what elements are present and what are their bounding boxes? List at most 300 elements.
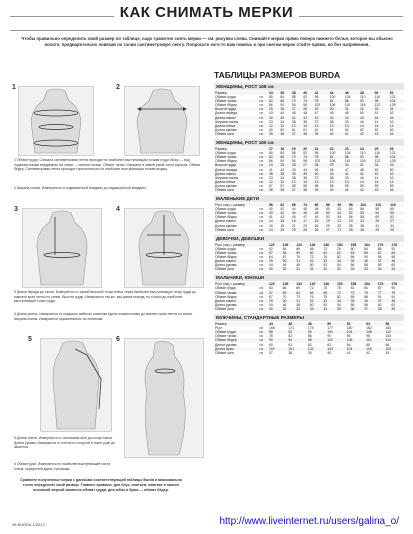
value-cell: 110 [360,151,366,156]
value-cell: 92 [359,155,374,159]
value-cell: 49 [374,167,379,172]
section-title: МАЛЕНЬКИЕ ДЕТИ [214,195,404,202]
value-cell: 13 [302,180,313,184]
value-cell: 104 [385,334,392,339]
value-cell: 86 [344,155,359,159]
mannequin-front-illustration [19,87,93,155]
size-header-cell: 23 [344,147,359,151]
value-cell: 25 [291,228,302,232]
unit-cell: см [258,251,268,255]
row-label: Обхват талии [214,211,258,215]
row-label: Рост [215,326,223,331]
value-cell: 12 [268,180,279,184]
value-cell: 28 [302,107,313,111]
mannequin-back-length-illustration [125,209,203,287]
value-cell: 79 [390,291,404,295]
unit-cell: см [259,111,264,116]
value-cell: 92 [359,99,374,103]
value-cell: 32 [337,223,342,228]
value-cell: 41 [375,223,380,228]
value-cell: 24 [268,163,279,167]
value-cell: 60 [391,263,396,268]
size-header-cell: 158 [350,282,364,286]
value-cell: 57 [268,251,282,255]
value-cell: 54 [348,207,353,212]
unit-cell: см [259,95,264,100]
value-cell: 59 [389,183,394,188]
unit-cell: см [259,334,264,339]
value-cell: 29 [389,228,404,232]
value-cell: 39 [314,132,329,136]
value-cell: 38 [302,188,313,192]
value-cell: 14 [389,124,404,128]
figure-6-number: 6 [116,336,120,343]
value-cell: 61 [291,127,296,132]
value-cell: 47 [314,111,319,116]
value-cell: 12 [268,124,279,128]
value-cell: 30 [268,307,282,311]
value-cell: 88 [291,95,296,100]
value-cell: 31 [282,307,296,311]
value-cell: 110 [344,103,351,108]
value-cell: 35 [268,132,279,136]
value-cell: 52 [323,263,328,268]
value-cell: 94 [346,334,351,339]
row-label: Обхват шеи [214,132,258,136]
section-title: ЖЕНЩИНЫ, РОСТ 168 см [214,83,404,90]
value-cell: 61 [322,251,336,255]
value-cell: 13 [314,124,329,128]
value-cell: 92 [303,95,307,100]
value-cell: 67 [282,255,287,259]
value-cell: 62 [307,342,312,347]
value-cell: 90 [391,286,396,291]
figure-1 [18,86,94,156]
value-cell: 100 [326,330,345,334]
value-cell: 44 [389,188,404,192]
value-cell: 63 [295,291,309,295]
value-cell: 48 [296,302,300,307]
value-cell: 98 [374,155,389,159]
value-cell: 128 [389,103,396,108]
value-cell: 41 [269,167,273,172]
size-header-cell: 62 [279,203,290,207]
value-cell: 33 [363,267,377,271]
value-cell: 36 [350,307,364,311]
size-header-cell: 128 [282,243,296,247]
row-label: Обхват бёдер [215,159,237,164]
size-header-cell: 158 [350,243,364,247]
size-header-cell: 110 [374,203,389,207]
value-cell: 58 [375,207,380,212]
unit-cell: см [258,307,268,311]
value-cell: 14 [359,124,374,128]
value-cell: 66 [296,246,300,251]
value-cell: 74 [302,99,313,103]
value-cell: 168 [269,326,275,331]
section-title: МАЛЬЧИКИ, ЮНОШИ [214,274,404,281]
row-label: Обхват груди [215,151,236,156]
size-header-cell: 25 [374,147,389,151]
value-cell: 25 [279,228,290,232]
value-cell: 110 [344,159,351,164]
value-cell: 61 [329,127,334,132]
value-cell: 60 [309,251,323,255]
section-title: ЖЕНЩИНЫ, РОСТ 160 см [214,139,404,146]
value-cell: 50 [309,302,314,307]
value-cell: 36 [303,175,307,180]
value-cell: 122 [374,159,381,164]
value-cell: 39 [344,175,349,180]
value-cell: 43 [291,167,296,172]
size-header-cell: 104 [359,203,374,207]
value-cell: 23 [348,219,359,223]
value-cell: 98 [307,338,326,342]
value-cell: 42 [314,116,329,120]
value-cell: 38 [377,307,391,311]
value-cell: 64 [282,246,287,251]
unit-cell: см [258,211,268,215]
value-cell: 114 [385,338,404,342]
value-cell: 43 [269,111,273,116]
value-cell: 62 [360,127,364,132]
value-cell: 32 [295,307,309,311]
value-cell: 92 [287,330,306,334]
size-header-cell: 44 [268,322,287,326]
value-cell: 32 [309,299,323,303]
value-cell: 30 [329,107,344,111]
value-cell: 90 [280,103,285,108]
value-cell: 45 [291,215,296,220]
row-label: Высота груди [214,163,258,167]
value-cell: 72 [323,246,328,251]
value-cell: 78 [314,99,329,103]
value-cell: 94 [391,294,396,299]
value-cell: 80 [269,151,273,156]
value-cell: 81 [350,286,355,291]
size-header-cell: 19 [291,147,302,151]
figure-2 [124,86,200,156]
table-row [214,351,404,355]
unit-cell: см [258,219,268,223]
value-cell: 13 [314,180,329,184]
value-cell: 40 [314,172,329,176]
row-label: Обхват шеи [214,307,258,311]
value-cell: 40 [329,132,344,136]
value-cell: 48 [314,211,325,215]
size-header-cell: 36 [279,91,290,95]
value-cell: 13 [329,124,344,128]
row-label: Обхват шеи [215,350,234,355]
size-header-cell: 122 [268,282,282,286]
unit-cell: см [259,326,264,331]
value-cell: 58 [329,183,334,188]
value-cell: 12 [291,180,302,184]
value-cell: 39 [302,172,313,176]
value-cell: 54 [336,263,341,268]
row-label: Обхват бёдер [214,338,258,342]
value-cell: 43 [385,350,390,355]
value-cell: 88 [268,330,287,334]
value-cell: 34 [377,267,391,271]
value-cell: 52 [389,111,394,116]
header-label: Размер [214,91,268,95]
value-cell: 78 [336,286,341,291]
value-cell: 54 [337,215,342,220]
unit-cell: см [259,159,264,164]
value-cell: 43 [344,116,359,120]
size-header-cell: 52 [389,91,404,95]
value-cell: 64 [269,255,273,259]
value-cell: 37 [291,132,302,136]
header-label: Рост (см) = размер [214,243,268,247]
value-cell: 62 [390,215,394,220]
unit-cell: см [259,127,264,132]
value-cell: 38 [329,175,334,180]
value-cell: 96 [314,95,319,100]
value-cell: 38 [268,172,279,176]
value-cell: 38 [302,132,313,136]
size-header-cell: 24 [359,147,374,151]
row-label: Длина плеча [214,124,258,128]
value-cell: 41 [346,350,351,355]
row-label: Обхват груди [215,95,236,100]
value-cell: 21 [291,223,296,228]
value-cell: 102 [314,103,321,108]
value-cell: 106 [329,103,336,108]
value-cell: 98 [303,159,307,164]
value-cell: 39 [291,172,302,176]
figure-4 [124,208,204,288]
value-cell: 66 [282,286,287,291]
watermark-url[interactable]: http://www.liveinternet.ru/users/galina_o/ [219,516,399,527]
size-header-cell: 22 [329,147,344,151]
value-cell: 86 [269,159,273,164]
value-cell: 102 [326,338,345,342]
value-cell: 77 [377,291,391,295]
value-cell: 57 [269,183,273,188]
value-cell: 41 [302,116,313,120]
value-cell: 27 [291,107,302,111]
value-cell: 60 [390,207,394,212]
value-cell: 24 [268,228,279,232]
value-cell: 58 [364,302,368,307]
size-header-cell: 68 [291,203,302,207]
value-cell: 18 [280,223,285,228]
value-cell: 29 [268,299,282,303]
unit-cell: см [258,267,268,271]
value-cell: 58 [291,183,296,188]
value-cell: 82 [336,255,341,259]
value-cell: 177 [327,326,333,331]
size-header-cell: 128 [282,282,296,286]
value-cell: 86 [269,103,273,108]
unit-cell: см [259,263,264,268]
value-cell: 67 [377,251,391,255]
value-cell: 65 [366,342,370,347]
size-header-cell: 86 [325,203,336,207]
value-cell: 44 [280,111,285,116]
value-cell: 48 [360,167,364,172]
value-cell: 61 [288,342,293,347]
value-cell: 36 [303,119,307,124]
caption-4: 4 Длина спины. Измеряется от седьмого шейного позвонка вдоль позвоночника до нижнего края ленты по талии. Ширина спины. Измеряется горизонтально по лопаткам. [14,312,193,321]
value-cell: 174 [307,326,314,331]
caption-2: 2 Ширина спины. Измеряется от подмышечной впадины до подмышечной впадины. [14,186,147,190]
unit-cell: см [258,188,268,192]
value-cell: 84 [280,95,285,100]
value-cell: 13 [302,124,313,128]
value-cell: 28 [348,228,359,232]
unit-cell: см [259,183,264,188]
row-label: Обхват груди [215,246,236,251]
value-cell: 69 [296,286,300,291]
row-label: Высота груди [214,107,258,111]
value-cell: 116 [374,95,381,100]
size-header-cell: 54 [365,322,384,326]
value-cell: 48 [329,111,334,116]
unit-cell: см [259,151,264,156]
section-title: МУЖЧИНЫ, СТАНДАРТНЫЕ РАЗМЕРЫ [214,314,404,321]
value-cell: 70 [296,255,300,259]
value-cell: 108 [365,330,384,334]
value-cell: 30 [282,259,296,263]
value-cell: 116 [360,103,366,108]
value-cell: 14 [389,180,404,184]
value-cell: 96 [307,330,326,334]
value-cell: 94 [291,103,296,108]
unit-cell: см [259,119,264,124]
value-cell: 59 [295,251,309,255]
value-cell: 34 [390,267,404,271]
value-cell: 66 [309,291,323,295]
unit-cell: см [258,155,268,159]
size-header-cell: 134 [295,282,309,286]
row-label: Длина плеча [214,180,258,184]
value-cell: 33 [350,267,364,271]
value-cell: 72 [350,291,364,295]
size-header-cell: 34 [268,91,279,95]
value-cell: 92 [303,151,307,156]
section-title: ДЕВОЧКИ, ДЕВУШКИ [214,235,404,242]
size-rule-note: Сравните полученные мерки с данными соответствующей таблицы Burda и максимально точно определите свой размер. Главное правило: для блуз, платьев, жакетов и пальто основной меркой является обхват груди, для юбок и брюк — обхват бёдер. [20,478,182,492]
value-cell: 25 [268,107,279,111]
caption-1: 1 Обхват груди. Сначала сантиметровая лента проходит по наиболее выступающим точкам груди сбоку — под подмышечными впадинами, на спине — немного выше. Обхват талии. Измерьте в самой узкой части корпуса. Обхват бёдер. Сантиметровая лента проходит горизонтально по наиболее выступающим точкам ягодиц. [14,158,201,172]
size-header-cell: 18 [279,147,290,151]
value-cell: 26 [314,223,319,228]
value-cell: 90 [268,338,287,342]
unit-cell: см [258,172,268,176]
row-label: Обхват шеи [214,267,258,271]
size-section [214,274,404,311]
size-header-cell: 38 [291,91,302,95]
unit-cell: см [259,167,264,172]
value-cell: 69 [390,251,404,255]
value-cell: 44 [390,223,394,228]
value-cell: 39 [314,188,329,192]
value-cell: 46 [329,167,334,172]
value-cell: 86 [344,99,359,103]
value-cell: 98 [303,103,307,108]
header-label: Рост (см) = размер [214,282,268,286]
value-cell: 60 [282,291,296,295]
value-cell: 44 [303,167,307,172]
caption-3: 3 Длина переда до талии. Измеряется от самой высокой точки плеча через наиболее выступающую точку груди до нижнего края ленты по талии. Высота груди. Измеряется так же, как длина переда, но только до наиболее выступающей точки груди. [14,290,197,304]
row-label: Длина рукава [215,302,237,307]
value-cell: 40 [329,172,344,176]
value-cell: 40 [360,175,364,180]
value-cell: 46 [303,207,307,212]
unit-cell: см [259,246,264,251]
value-cell: 106 [385,347,404,351]
size-header-cell: 146 [322,282,336,286]
value-cell: 33 [322,299,336,303]
size-header-cell: 122 [268,243,282,247]
row-label: Длина рукава [215,183,237,188]
size-header-cell: 152 [336,282,350,286]
row-label: Обхват груди [214,330,258,334]
value-cell: 82 [336,294,341,299]
value-cell: 19 [325,219,336,223]
value-cell: 51 [336,211,347,215]
size-header-cell: 164 [363,243,377,247]
value-cell: 58 [360,215,365,220]
value-cell: 42 [389,172,404,176]
size-header-cell: 170 [377,243,391,247]
unit-cell: см [259,342,264,347]
figures-column [12,86,208,516]
value-cell: 110 [360,95,366,100]
value-cell: 44 [291,211,302,215]
value-cell: 38 [360,223,365,228]
value-cell: 44 [291,207,296,212]
size-section [214,83,404,136]
value-cell: 40 [329,188,344,192]
value-cell: 59 [377,263,382,268]
value-cell: 37 [314,175,319,180]
value-cell: 75 [363,291,377,295]
row-label: Длина спины [214,299,258,303]
unit-cell: см [259,286,264,291]
size-section [214,235,404,272]
value-cell: 63 [269,286,273,291]
value-cell: 35 [348,223,353,228]
value-cell: 60 [375,215,380,220]
value-cell: 101 [287,347,306,351]
value-cell: 25 [279,163,290,167]
value-cell: 35 [336,307,350,311]
mannequin-side-illustration [125,339,203,457]
value-cell: 103 [326,347,345,351]
value-cell: 28 [314,163,329,167]
unit-cell: см [259,207,264,212]
value-cell: 184 [385,326,392,331]
value-cell: 12 [291,124,302,128]
value-cell: 82 [329,155,344,159]
value-cell: 72 [336,291,350,295]
value-cell: 86 [307,334,312,339]
row-label: Длина рукава [215,263,237,268]
value-cell: 41 [291,116,302,120]
size-header-cell: 176 [390,282,404,286]
value-cell: 52 [323,302,328,307]
unit-cell: см [258,107,268,111]
row-label: Обхват груди [215,286,236,291]
value-cell: 26 [302,228,313,232]
row-label: Обхват груди [215,207,236,212]
size-header-cell: 50 [326,322,345,326]
figure-5-number: 5 [28,336,32,343]
